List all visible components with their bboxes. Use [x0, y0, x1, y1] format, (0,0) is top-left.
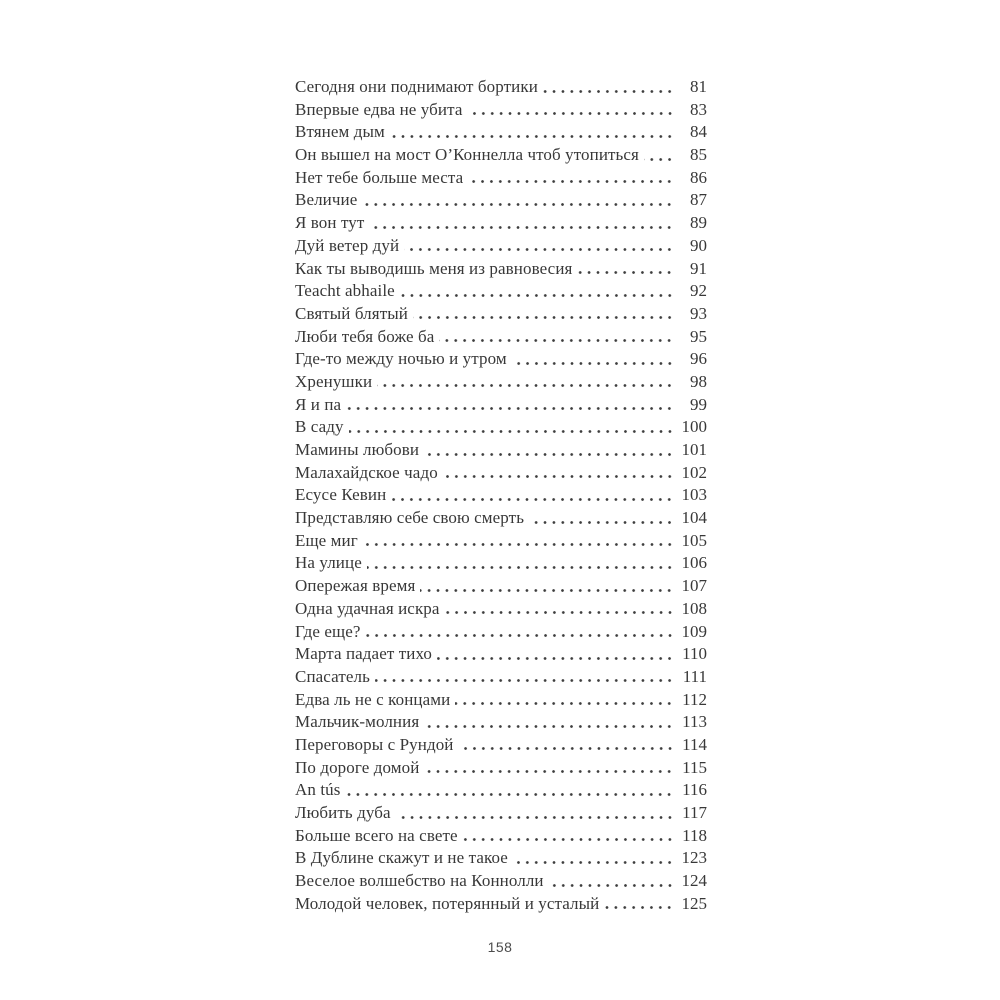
table-of-contents [295, 77, 707, 916]
dot-leader [644, 145, 674, 168]
toc-entry-title: Марта падает тихо [295, 644, 433, 664]
toc-entry-page: 103 [681, 485, 707, 505]
toc-entry-title: По дороге домой [295, 757, 420, 777]
toc-entry-title: Люби тебя боже ба [295, 326, 435, 346]
toc-entry-title: В саду [295, 417, 344, 437]
toc-entry-page: 124 [681, 871, 707, 891]
dot-leader [437, 644, 674, 667]
toc-entry [295, 463, 707, 486]
dot-leader [529, 508, 674, 531]
toc-entry-page: 115 [682, 757, 707, 777]
dot-leader [377, 372, 674, 395]
toc-entry [295, 622, 707, 645]
toc-entry [295, 553, 707, 576]
toc-entry-title: Я вон тут [295, 213, 365, 233]
dot-leader [424, 712, 674, 735]
dot-leader [443, 463, 674, 486]
toc-entry-title: Любить дуба [295, 803, 391, 822]
toc-entry-page: 116 [682, 780, 707, 800]
toc-entry [295, 576, 707, 599]
toc-entry [295, 894, 707, 917]
toc-entry [295, 259, 707, 282]
toc-entry-page: 125 [681, 893, 707, 913]
dot-leader [604, 894, 674, 917]
dot-leader [513, 848, 674, 871]
dot-leader [396, 803, 674, 826]
dot-leader [369, 213, 674, 236]
toc-entry-title: Еще миг [295, 530, 358, 550]
dot-leader [363, 531, 674, 554]
toc-entry [295, 667, 707, 690]
dot-leader [375, 667, 674, 690]
toc-entry [295, 599, 707, 622]
toc-entry-title: Втянем дым [295, 122, 385, 142]
toc-entry-title: Молодой человек, потерянный и усталый [295, 893, 600, 913]
toc-entry-page: 86 [690, 167, 707, 187]
toc-entry-page: 89 [690, 213, 707, 233]
toc-entry [295, 826, 707, 849]
dot-leader [366, 622, 674, 645]
dot-leader [362, 190, 674, 213]
dot-leader [390, 122, 674, 145]
toc-entry-page: 95 [690, 326, 707, 346]
toc-entry [295, 213, 707, 236]
toc-entry-page: 100 [681, 417, 707, 437]
dot-leader [424, 758, 674, 781]
dot-leader [420, 576, 674, 599]
toc-entry [295, 803, 707, 826]
toc-entry [295, 168, 707, 191]
toc-entry-title: Где еще? [295, 621, 361, 641]
toc-entry-title: Дуй ветер дуй [295, 235, 400, 255]
toc-entry [295, 327, 707, 350]
toc-entry [295, 780, 707, 803]
toc-entry-page: 93 [690, 303, 707, 323]
dot-leader [349, 417, 674, 440]
toc-entry-title: Мамины любови [295, 440, 420, 459]
toc-entry-page: 113 [682, 712, 707, 732]
toc-entry [295, 236, 707, 259]
toc-entry-title: Величие [295, 190, 358, 210]
toc-entry-title: Сегодня они поднимают бортики [295, 77, 538, 96]
toc-entry [295, 712, 707, 735]
dot-leader [512, 349, 674, 372]
toc-entry-page: 81 [690, 77, 707, 96]
toc-entry-page: 114 [682, 734, 707, 754]
toc-entry-page: 118 [682, 825, 707, 845]
toc-entry [295, 485, 707, 508]
toc-entry-title: В Дублине скажут и не такое [295, 848, 508, 868]
dot-leader [424, 440, 674, 463]
toc-entry [295, 871, 707, 894]
toc-entry [295, 145, 707, 168]
toc-entry [295, 531, 707, 554]
toc-entry-page: 99 [690, 394, 707, 414]
toc-entry [295, 190, 707, 213]
toc-entry-page: 92 [690, 281, 707, 301]
dot-leader [468, 100, 675, 123]
dot-leader [577, 259, 674, 282]
dot-leader [543, 77, 674, 100]
toc-entry-page: 107 [681, 576, 707, 596]
toc-entry-page: 112 [682, 689, 707, 709]
dot-leader [400, 281, 674, 304]
toc-entry-page: 106 [681, 553, 707, 573]
toc-entry-title: Переговоры с Рундой [295, 734, 454, 754]
toc-entry-title: Едва ль не с концами [295, 689, 451, 709]
dot-leader [463, 826, 674, 849]
page-number-footer: 158 [487, 939, 513, 955]
toc-entry-title: Одна удачная искра [295, 598, 440, 618]
dot-leader [468, 168, 674, 191]
toc-entry-title: Веселое волшебство на Коннолли [295, 871, 544, 891]
toc-entry [295, 372, 707, 395]
toc-entry-page: 87 [690, 190, 707, 210]
toc-entry [295, 122, 707, 145]
dot-leader [455, 690, 674, 713]
toc-entry-page: 102 [681, 462, 707, 482]
toc-entry [295, 848, 707, 871]
toc-entry-page: 105 [681, 530, 707, 550]
toc-entry-title: Есусе Кевин [295, 485, 387, 505]
toc-entry-page: 117 [682, 803, 707, 822]
toc-entry-page: 108 [681, 598, 707, 618]
toc-entry-title: Я и па [295, 394, 342, 414]
toc-entry-page: 123 [681, 848, 707, 868]
dot-leader [445, 599, 674, 622]
toc-entry-page: 96 [690, 349, 707, 369]
toc-entry-page: 98 [690, 371, 707, 391]
toc-entry-title: Больше всего на свете [295, 825, 458, 845]
dot-leader [439, 327, 674, 350]
toc-entry-title: Где-то между ночью и утром [295, 349, 507, 369]
toc-entry-page: 111 [682, 666, 707, 686]
toc-entry-title: Хренушки [295, 371, 373, 391]
toc-entry [295, 417, 707, 440]
dot-leader [413, 304, 674, 327]
toc-entry [295, 395, 707, 418]
dot-leader [391, 485, 674, 508]
dot-leader [404, 236, 674, 259]
toc-entry [295, 281, 707, 304]
toc-entry-title: Нет тебе больше места [295, 167, 464, 187]
dot-leader [345, 780, 674, 803]
toc-entry-page: 90 [690, 235, 707, 255]
toc-entry [295, 508, 707, 531]
dot-leader [549, 871, 674, 894]
toc-entry [295, 690, 707, 713]
toc-entry-page: 91 [690, 258, 707, 278]
dot-leader [459, 735, 675, 758]
toc-entry-page: 83 [690, 99, 707, 119]
toc-entry-title: На улице [295, 553, 362, 573]
toc-entry-title: Он вышел на мост О’Коннелла чтоб утопиться [295, 145, 639, 165]
toc-entry-title: An tús [295, 780, 341, 800]
toc-entry-title: Малахайдское чадо [295, 462, 438, 482]
toc-entry [295, 349, 707, 372]
toc-entry-page: 101 [681, 440, 707, 459]
toc-entry-title: Опережая время [295, 576, 416, 596]
toc-entry-title: Мальчик-молния [295, 712, 420, 732]
toc-entry-title: Представляю себе свою смерть [295, 508, 525, 528]
toc-entry-page: 110 [682, 644, 707, 664]
toc-entry-title: Святый блятый [295, 303, 408, 323]
dot-leader [367, 553, 674, 576]
toc-entry [295, 735, 707, 758]
toc-entry [295, 644, 707, 667]
toc-entry-page: 85 [690, 145, 707, 165]
toc-entry-title: Teacht abhaile [295, 281, 395, 301]
toc-entry-title: Спасатель [295, 666, 370, 686]
toc-entry [295, 758, 707, 781]
toc-entry [295, 77, 707, 100]
toc-entry-page: 104 [681, 508, 707, 528]
toc-entry-title: Впервые едва не убита [295, 99, 463, 119]
toc-entry-page: 84 [690, 122, 707, 142]
toc-entry-title: Как ты выводишь меня из равновесия [295, 258, 573, 278]
toc-entry [295, 440, 707, 463]
toc-entry [295, 100, 707, 123]
dot-leader [346, 395, 674, 418]
toc-entry [295, 304, 707, 327]
toc-entry-page: 109 [681, 621, 707, 641]
